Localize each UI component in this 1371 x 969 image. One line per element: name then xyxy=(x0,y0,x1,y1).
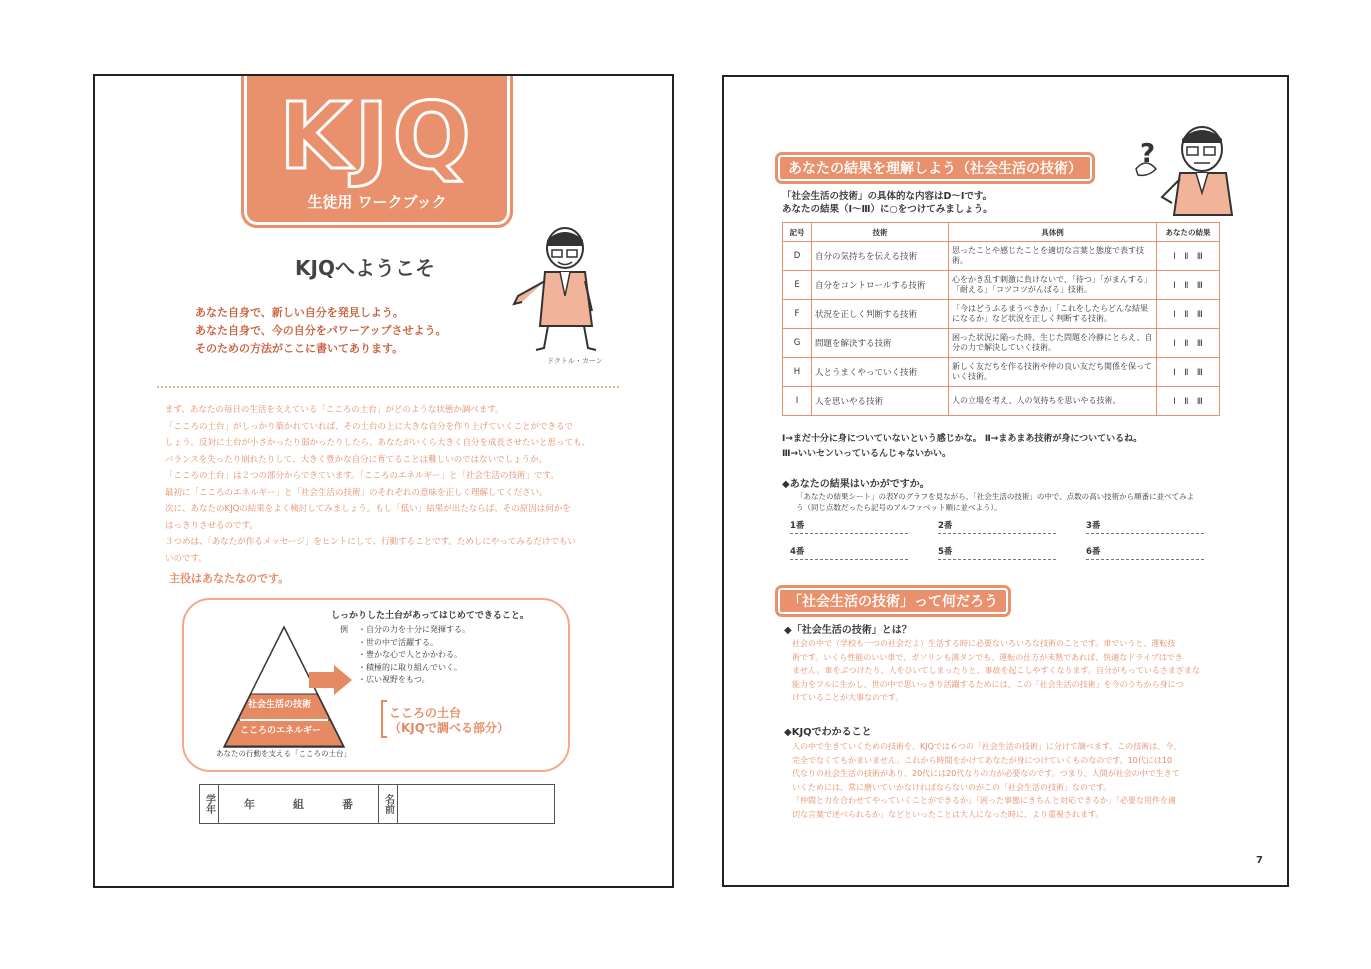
body-line: はっきりさせるのです。 xyxy=(165,520,258,531)
rank-label: 1番 xyxy=(790,521,805,531)
how-results-desc xyxy=(796,491,1194,513)
kjq-findings-text xyxy=(792,740,1232,821)
text-line: 「仲間と力を合わせてやっていくことができるか」「困った事態にきちんと対応できるか」「必要な用件を適 xyxy=(792,796,1176,805)
what-is-text xyxy=(792,637,1232,705)
example-item: ・積極的に取り組んでいく。 xyxy=(358,662,462,672)
text-line: ません。車をぶつけたり、人をひいてしまったりと、事故を起こしやすくなります。自分がもっているさまざまな xyxy=(792,666,1200,675)
section-title-results: あなたの結果を理解しよう（社会生活の技術） xyxy=(778,155,1092,181)
skills-table xyxy=(782,222,1220,416)
body-text xyxy=(165,402,625,567)
name-label: 名前 xyxy=(379,785,398,823)
result-legend xyxy=(782,432,1142,462)
intro-text xyxy=(195,304,446,358)
row-result-choice[interactable]: Ⅰ Ⅱ Ⅲ xyxy=(1157,329,1220,358)
text-line: 切な言葉で述べられるか」などといったことは大人になった時に、より重視されます。 xyxy=(792,809,1104,819)
doctor-thinking-illustration xyxy=(1132,117,1252,217)
table-row xyxy=(783,271,1220,300)
col-header-skill: 技術 xyxy=(812,223,949,242)
intro-line: あなた自身で、新しい自分を発見しよう。 xyxy=(195,306,404,319)
what-is-heading: ◆「社会生活の技術」とは？ xyxy=(784,625,912,636)
row-code: I xyxy=(783,387,812,416)
body-line: 「こころの土台」は２つの部分からできています。「こころのエネルギー」と「社会生活の技術」です。 xyxy=(165,471,559,481)
pyramid-caption: あなたの行動を支える「こころの土台」 xyxy=(216,749,351,758)
table-row xyxy=(783,387,1220,416)
col-header-result: あなたの結果 xyxy=(1157,223,1220,242)
grade-class-number-field[interactable] xyxy=(219,785,379,823)
dotted-divider xyxy=(157,386,619,388)
rank-label: 2番 xyxy=(938,521,953,531)
rank-label: 3番 xyxy=(1086,521,1101,531)
body-line: 次に、あなたのKJQの結果をよく検討してみましょう。もし「低い」結果が出たならば、その原因は何かを xyxy=(165,504,571,514)
text-line: 人の中で生きていくための技術を、KJQでは６つの「社会生活の技術」に分けて調べます。この技術は、今、 xyxy=(792,742,1182,751)
body-line: ３つめは、「あなたが作るメッセージ」をヒントにして、行動することです。ためしにやってみるだけでもい xyxy=(165,537,576,547)
left-page xyxy=(93,74,674,888)
text-line: 能力をフルに生かし、世の中で思いっきり活躍するためには、この「社会生活の技術」を今のうちから身につ xyxy=(792,679,1184,689)
row-code: D xyxy=(783,242,812,271)
example-item: ・広い視野をもつ。 xyxy=(358,675,430,684)
layer-lower-label: こころのエネルギー xyxy=(240,726,322,736)
row-skill: 自分をコントロールする技術 xyxy=(812,271,949,300)
rank-6-field[interactable] xyxy=(1086,559,1204,560)
row-example: 「今はどうふるまうべきか」「これをしたらどんな結果になるか」など状況を正しく判断する技術。 xyxy=(949,300,1157,329)
col-header-code: 記号 xyxy=(783,223,812,242)
text-line: いくためには、常に磨いていかなければならないのがこの「社会生活の技術」なのです。 xyxy=(792,782,1112,792)
row-example: 困った状況に陥った時、生じた問題を冷静にとらえ、自分の力で解決していく技術。 xyxy=(949,329,1157,358)
text-line: 完全でなくてもかまいません。これから時間をかけてあなたが身につけていくものなのです。10代には10 xyxy=(792,755,1173,765)
row-result-choice[interactable]: Ⅰ Ⅱ Ⅲ xyxy=(1157,300,1220,329)
example-list xyxy=(358,624,470,687)
table-header-row xyxy=(783,223,1220,242)
section-title-what-is: 「社会生活の技術」って何だろう xyxy=(778,588,1008,614)
row-skill: 人を思いやる技術 xyxy=(812,387,949,416)
body-line: まず、あなたの毎日の生活を支えている「こころの土台」がどのような状態か調べます。 xyxy=(165,405,504,415)
class-label: 組 xyxy=(293,798,304,811)
row-example: 新しく友だちを作る技術や仲の良い友だち関係を保っていく技術。 xyxy=(949,358,1157,387)
year-label: 年 xyxy=(244,798,255,811)
text-line: 社会の中で（学校も一つの社会だよ）生活する時に必要ないろいろな技術のことです。車でいうと、運転技 xyxy=(792,639,1176,648)
intro-line: あなた自身で、今の自分をパワーアップさせよう。 xyxy=(195,324,447,337)
row-skill: 状況を正しく判断する技術 xyxy=(812,300,949,329)
grade-label: 学年 xyxy=(200,785,219,823)
table-row xyxy=(783,358,1220,387)
results-intro xyxy=(782,190,993,216)
body-line: いのです。 xyxy=(165,553,207,564)
row-code: F xyxy=(783,300,812,329)
foundation-diagram xyxy=(182,598,570,772)
text-line: 代なりの社会生活の技術があり、20代には20代なりの力が必要なのです。つまり、人間が社会の中で生きて xyxy=(792,769,1180,778)
example-item: ・世の中で活躍する。 xyxy=(358,637,438,647)
results-intro-line: 「社会生活の技術」の具体的な内容はD～Iです。 xyxy=(782,191,993,202)
rank-label: 5番 xyxy=(938,547,953,557)
row-skill: 自分の気持ちを伝える技術 xyxy=(812,242,949,271)
table-row xyxy=(783,300,1220,329)
body-line: 最初に「こころのエネルギー」と「社会生活の技術」のそれぞれの意味を正しく理解してください。 xyxy=(165,487,548,498)
row-result-choice[interactable]: Ⅰ Ⅱ Ⅲ xyxy=(1157,358,1220,387)
body-line: バランスを失ったり崩れたりして、大きく豊かな自分に育てることは難しいのではないでしょうか。 xyxy=(165,454,548,465)
workbook-label: 生徒用 ワークブック xyxy=(307,193,447,211)
doctor-caption: ドクトル・カーン xyxy=(547,357,603,365)
name-field[interactable] xyxy=(398,785,554,823)
foundation-label-2: （KJQで調べる部分） xyxy=(389,721,509,735)
text-line: けていることが大事なのです。 xyxy=(792,693,904,702)
page-number: 7 xyxy=(1256,855,1263,866)
row-skill: 問題を解決する技術 xyxy=(812,329,949,358)
row-example: 人の立場を考え、人の気持ちを思いやる技術。 xyxy=(949,387,1157,416)
right-page xyxy=(722,75,1289,887)
kjq-findings-heading: ◆KJQでわかること xyxy=(784,727,872,738)
welcome-heading: KJQへようこそ xyxy=(295,256,435,280)
table-row xyxy=(783,329,1220,358)
bracket xyxy=(381,700,387,738)
row-example: 心をかき乱す刺激に負けないで、「待つ」「がまんする」「耐える」「コツコツがんばる」技術。 xyxy=(949,271,1157,300)
row-code: E xyxy=(783,271,812,300)
rank-3-field[interactable] xyxy=(1086,533,1204,534)
body-line: 「こころの土台」がしっかり築かれていれば、その土台の上に大きな自分を作り上げていくことができるで xyxy=(165,421,573,432)
row-example: 思ったことや感じたことを適切な言葉と態度で表す技術。 xyxy=(949,242,1157,271)
row-result-choice[interactable]: Ⅰ Ⅱ Ⅲ xyxy=(1157,387,1220,416)
svg-text:?: ? xyxy=(1140,139,1156,169)
legend-line: Ⅰ→まだ十分に身についていないという感じかな。 Ⅱ→まあまあ技術が身についているね。 xyxy=(782,434,1143,444)
doctor-illustration xyxy=(500,226,620,356)
example-label: 例 xyxy=(340,625,348,634)
example-item: ・豊かな心で人とかかわる。 xyxy=(358,650,462,659)
rank-label: 6番 xyxy=(1086,547,1101,557)
number-label: 番 xyxy=(342,798,353,811)
intro-line: そのための方法がここに書いてあります。 xyxy=(195,342,404,355)
student-info-box xyxy=(199,784,555,824)
kjq-logo: KJQ xyxy=(279,83,475,190)
how-results-heading: ◆あなたの結果はいかがですか。 xyxy=(782,479,930,490)
table-row xyxy=(783,242,1220,271)
text-line: 術です。いくら性能のいい車で、ガソリンも満タンでも、運転の仕方が未熟であれば、快適なドライブはでき xyxy=(792,652,1183,662)
foundation-header: しっかりした土台があってはじめてできること。 xyxy=(331,611,529,621)
body-line: しょう。反対に土台が小さかったり弱かったりしたら、あなたがいくら大きく自分を成長させたいと思っても、 xyxy=(165,438,591,448)
example-item: ・自分の力を十分に発揮する。 xyxy=(358,625,470,634)
rank-5-field[interactable] xyxy=(938,559,1056,560)
row-result-choice[interactable]: Ⅰ Ⅱ Ⅲ xyxy=(1157,242,1220,271)
rank-4-field[interactable] xyxy=(790,559,908,560)
rank-2-field[interactable] xyxy=(938,533,1056,534)
how-desc-line: う（同じ点数だったら記号のアルファベット順に並べよう）。 xyxy=(796,503,1002,512)
results-intro-line: あなたの結果（Ⅰ～Ⅲ）に○をつけてみましょう。 xyxy=(782,204,993,215)
row-result-choice[interactable]: Ⅰ Ⅱ Ⅲ xyxy=(1157,271,1220,300)
row-code: G xyxy=(783,329,812,358)
body-closing: 主役はあなたなのです。 xyxy=(169,572,290,585)
rank-1-field[interactable] xyxy=(790,533,908,534)
rank-label: 4番 xyxy=(790,547,805,557)
layer-upper-label: 社会生活の技術 xyxy=(248,700,312,710)
kjq-logo-banner xyxy=(241,74,513,228)
legend-line: Ⅲ→いいセンいっているんじゃないかい。 xyxy=(782,449,952,459)
foundation-label-1: こころの土台 xyxy=(389,706,462,720)
row-skill: 人とうまくやっていく技術 xyxy=(812,358,949,387)
foundation-label xyxy=(389,706,509,736)
row-code: H xyxy=(783,358,812,387)
how-desc-line: 「あなたの結果シート」の表Yのグラフを見ながら、「社会生活の技術」の中で、点数の高い技術から順番に並べてみよ xyxy=(796,492,1195,501)
col-header-example: 具体例 xyxy=(949,223,1157,242)
